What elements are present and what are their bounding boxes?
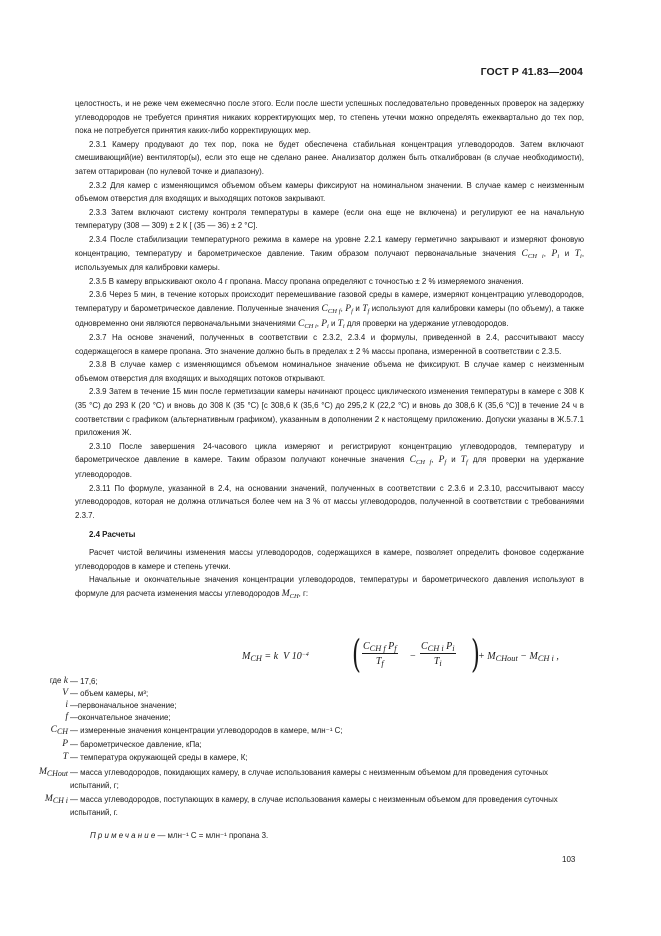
- paragraph-2-3-8: 2.3.8 В случае камер с изменяющимся объемом номинальное значение объема не фиксируют. В случае камер с неизменным объемом отверстия для входящих и выходящих потоков открывают.: [75, 360, 584, 383]
- paragraph-2-3-1: 2.3.1 Камеру продувают до тех пор, пока не будет обеспечена стабильная концентрация углеводородов. Затем включают смешивающий(ие) вентилятор(ы), если это еще не сделано ранее. Анализатор должен быть откалиброван (в случае необходимости), затем оттарирован (по нулевой точке и диапазону).: [75, 139, 584, 176]
- legend-symbol: T: [62, 752, 68, 762]
- legend-row: [0, 688, 570, 701]
- formula-lhs: $M_{CH} = k$ V $10^{-4}$: [242, 651, 309, 663]
- legend-text: —первоначальное значение;: [70, 701, 177, 710]
- legend-row: [0, 725, 570, 738]
- paragraph-2-3-4: 2.3.4 После стабилизации температурного режима в камере на уровне 2.2.1 камеру герметично закрывают и измеряют фоновую концентрацию, температуру и барометрическое давление. Таким образом получают первоначальные значения $C_{CH i}$, $P_i$ и $T_i$, используемых для калибровки камеры.: [75, 234, 585, 273]
- page-number: 103: [562, 855, 576, 864]
- formula-fraction-final: $C_{CH f}$ $P_f$ $T_f$: [363, 641, 397, 668]
- legend-row: [0, 700, 570, 713]
- paragraph-2-4-b: Начальные и окончательные значения концентрации углеводородов, температуры и барометрического давления используют в формуле для расчета изменения массы углеводородов $M_{CH}$, г:: [75, 575, 584, 600]
- legend-row: [0, 712, 570, 725]
- note-label: Примечание: [90, 831, 158, 840]
- formula-paren-right: ): [470, 632, 480, 676]
- legend-text: — измеренные значения концентрации углеводородов в камере, млн⁻¹ С;: [70, 726, 343, 735]
- legend-text: — объем камеры, м³;: [70, 689, 149, 698]
- paragraph-2-3-11: 2.3.11 По формуле, указанной в 2.4, на основании значений, полученных в соответствии с 2.3.6 и 2.3.10, рассчитывают массу углеводородов, которая не должна отличаться более чем на 3 % от массы углеводородов, полученной в соответствии с требованиями 2.3.7.: [75, 483, 584, 520]
- paragraph-2-3-2: 2.3.2 Для камер с изменяющимся объемом объем камеры фиксируют на номинальном значении. В случае камер с неизменным объемом отверстия для входящих и выходящих потоков закрывают.: [75, 180, 584, 204]
- paragraph-2-3-10: 2.3.10 После завершения 24-часового цикла измеряют и регистрируют концентрацию углеводородов, температуру и барометрическое давление в камере. Таким образом получают конечные значения $C_{CH f}$, $P_f$ и $T_f$ для проверки на удержание углеводородов.: [75, 441, 585, 480]
- legend-row: [0, 794, 570, 819]
- formula-paren-left: (: [351, 632, 361, 676]
- paragraph-2-4-a: Расчет чистой величины изменения массы углеводородов, содержащихся в камере, позволяет определить фоновое содержание углеводородов в камере и степень утечки.: [75, 548, 584, 571]
- legend-text: — барометрическое давление, кПа;: [70, 740, 202, 749]
- legend-symbol: $M_{CHout}$: [38, 767, 68, 778]
- formula-minus: −: [410, 651, 416, 662]
- formula-tail: + $M_{CHout} - M_{CH i}$ ,: [478, 651, 559, 663]
- legend-text: — температура окружающей среды в камере, К;: [70, 753, 248, 762]
- legend-text: — масса углеводородов, покидающих камеру, в случае использования камеры с неизменным объемом для проведения суточных испытаний, г;: [70, 768, 548, 790]
- paragraph-2-3-5: 2.3.5 В камеру впрыскивают около 4 г пропана. Массу пропана определяют с точностью ± 2 % измеряемого значения.: [89, 276, 524, 286]
- legend-row: [0, 676, 570, 689]
- main-text: [75, 97, 584, 601]
- legend-row: [0, 767, 570, 792]
- legend-symbol: V: [62, 688, 68, 698]
- legend-symbol: $C_{CH}$: [50, 725, 68, 736]
- paragraph-2-3-6: 2.3.6 Через 5 мин, в течение которых происходит перемешивание газовой среды в камере, измеряют концентрацию углеводородов, температуру и барометрическое давление. Полученные значения $C_{CH f}$, $P_f$ и $T_f$ используют для калибровки камеры (по объему), а также одновременно они являются первоначальными значениями $C_{CH i}$, $P_i$ и $T_i$ для проверки на удержание углеводородов.: [75, 290, 584, 330]
- paragraph-2-3-9: 2.3.9 Затем в течение 15 мин после герметизации камеры начинают процесс циклического изменения температуры в камере с 308 К (35 °С) до 293 К (20 °С) и вновь до 308 К (35 °С) [с 308,6 К (35,6 °С) до 295,2 К (22,2 °С) и вновь до 308,6 К (35,6 °С)] в течение 24 ч в соответствии с графиком (альтернативным графиком), указанным в дополнении 2 к настоящему приложению. Допуски указаны в Ж.5.7.1 приложения Ж.: [75, 387, 584, 438]
- legend-symbol: $M_{CH i}$: [44, 794, 68, 805]
- legend-text: — 17,6;: [70, 677, 98, 686]
- legend-symbol: где k: [49, 676, 68, 686]
- legend-text: — масса углеводородов, поступающих в камеру, в случае использования камеры с неизменным объемом для проведения суточных испытаний, г.: [70, 795, 558, 817]
- section-heading-2-4: 2.4 Расчеты: [89, 530, 136, 540]
- paragraph-2-3-3: 2.3.3 Затем включают систему контроля температуры в камере (если она еще не включена) и регулируют ее на начальную температуру (308 — 309) ± 2 К [ (35 — 36) ± 2 °С].: [75, 207, 584, 231]
- paragraph-2-3-7: 2.3.7 На основе значений, полученных в соответствии с 2.3.2, 2.3.4 и формулы, приведенной в 2.4, рассчитывают массу содержащегося в камере пропана. Это значение должно быть в пределах ± 2 % массы пропана, измеренной в соответствии с 2.3.5.: [75, 333, 584, 356]
- legend-symbol: i: [65, 700, 68, 710]
- legend-text: —окончательное значение;: [70, 713, 171, 722]
- paragraph: целостность, и не реже чем ежемесячно после этого. Если после шести успешных последовательно проведенных проверок на задержку углеводородов не требуется принятия никаких корректирующих мер, то степень утечки можно определять ежеквартально до тех пор, пока не потребуется принятия каких-либо корректирующих мер.: [75, 99, 584, 136]
- legend-symbol: f: [65, 712, 68, 722]
- note-text: — млн⁻¹ С = млн⁻¹ пропана 3.: [157, 831, 269, 840]
- document-header: ГОСТ Р 41.83—2004: [480, 66, 583, 78]
- legend-row: [0, 752, 570, 765]
- formula-fraction-initial: $C_{CH i}$ $P_i$ $T_i$: [421, 641, 455, 668]
- note: [90, 831, 268, 840]
- legend-symbol: P: [62, 739, 68, 749]
- legend-row: [0, 739, 570, 752]
